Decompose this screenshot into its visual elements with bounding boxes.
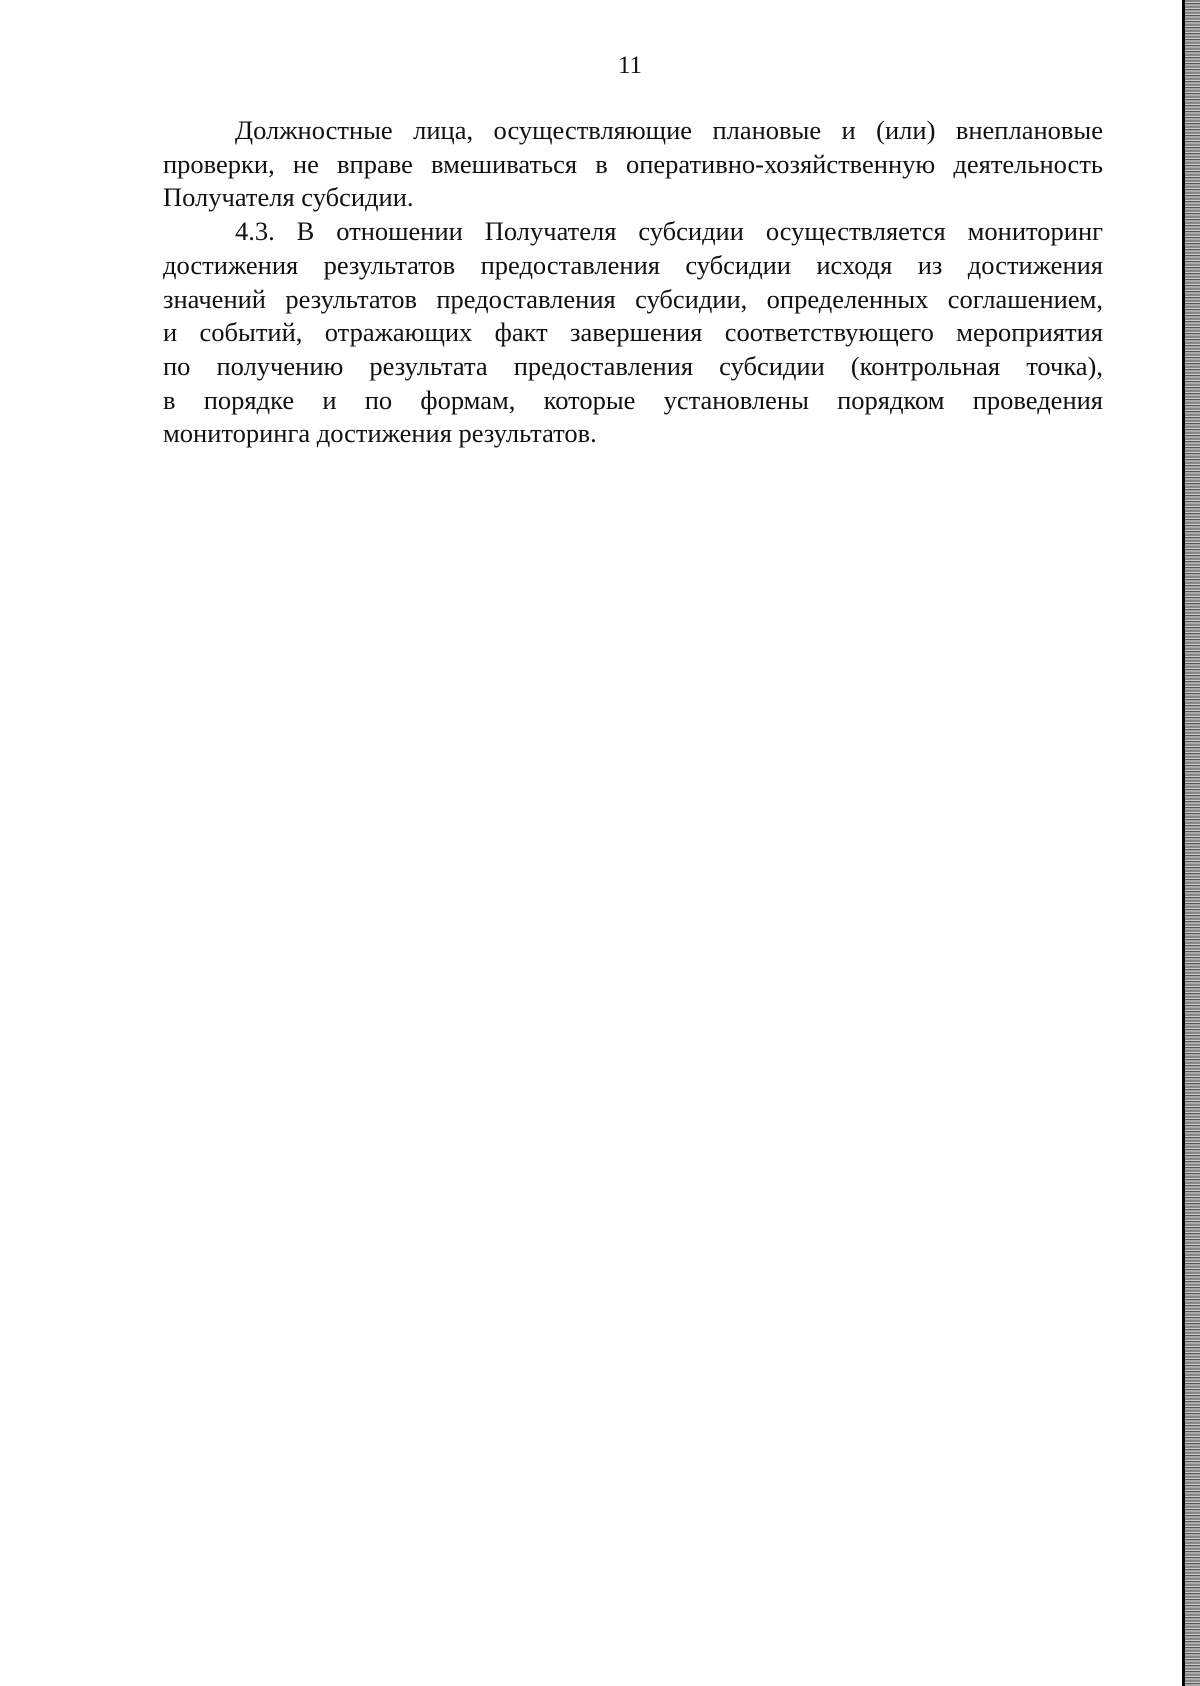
text-line: Должностные лица, осуществляющие плановые и (или) внеплановые bbox=[235, 115, 1103, 145]
document-body bbox=[163, 114, 1103, 451]
paragraph-inspections bbox=[163, 114, 1103, 215]
text-line: по получению результата предоставления субсидии (контрольная точка), bbox=[163, 350, 1103, 381]
text-line: 4.3. В отношении Получателя субсидии осуществляется мониторинг bbox=[235, 216, 1103, 247]
text-line: и событий, отражающих факт завершения соответствующего мероприятия bbox=[163, 317, 1103, 348]
text-line: значений результатов предоставления субсидии, определенных соглашением, bbox=[163, 283, 1103, 314]
text-line: проверки, не вправе вмешиваться в оперативно-хозяйственную деятельность bbox=[163, 148, 1103, 179]
text-line: в порядке и по формам, которые установлены порядком проведения bbox=[163, 384, 1103, 415]
text-line: достижения результатов предоставления субсидии исходя из достижения bbox=[163, 249, 1103, 280]
paragraph-4-3-monitoring bbox=[163, 215, 1103, 451]
scan-edge bbox=[1182, 0, 1200, 1686]
page-number: 11 bbox=[617, 52, 643, 79]
text-line: мониторинга достижения результатов. bbox=[163, 418, 597, 449]
text-line: Получателя субсидии. bbox=[163, 182, 414, 213]
